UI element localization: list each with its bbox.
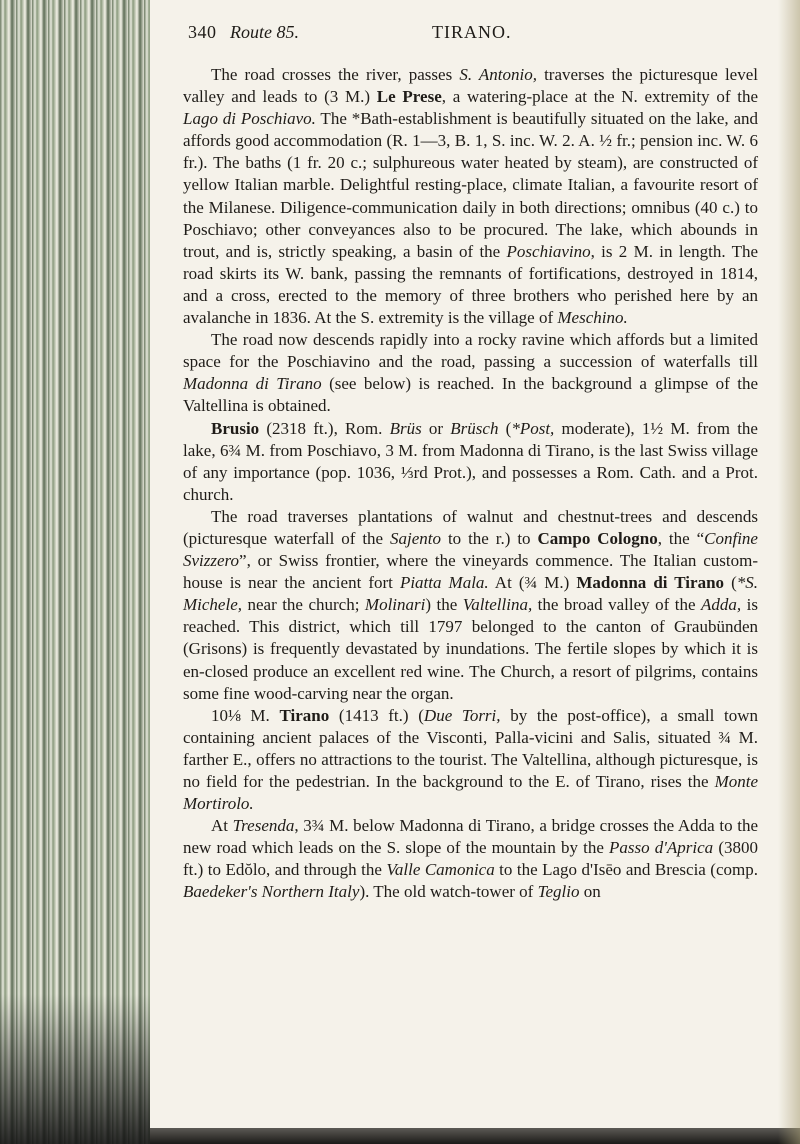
italic-term: S. Antonio,: [459, 65, 537, 84]
italic-term: *S. Michele,: [183, 573, 758, 615]
text-run: the broad valley of the: [532, 595, 702, 615]
text-run: (3800 ft.) to Edŏlo, and through the: [183, 838, 758, 880]
italic-term: Brüs: [389, 418, 422, 438]
text-run: , is 2 M. in length. The road skirts its W. bank, passing the remnants of fortifications, destroyed in 1814, and a cross, erected to the memory of three brothers who perished here by an avalanche in 1836. At the S. extremity is the village of: [183, 241, 758, 328]
text-run: near the church;: [242, 595, 365, 615]
text-run: (: [498, 418, 512, 438]
italic-term: Valtellina,: [462, 595, 533, 615]
text-run: The road traverses plantations of walnut and chestnut-trees and descends (picturesque waterfall of the: [183, 506, 758, 548]
text-run: (1413 ft.) (: [329, 705, 424, 725]
italic-term: Piatta Mala.: [399, 573, 489, 593]
text-run: 10⅛ M.: [211, 705, 280, 725]
bold-term: Brusio: [211, 418, 260, 438]
text-run: , a watering-place at the N. extremity of the: [441, 87, 758, 107]
italic-term: Lago di Poschiavo.: [183, 109, 316, 129]
book-binding-edge: [0, 0, 150, 1144]
text-run: is reached. This district, which till 1797 belonged to the canton of Graubünden (Grisons) is frequently devastated by inundations. The fertile slopes by which it is en-closed produce an excellent red wine. The Church, a resort of pilgrims, contains some fine wood-carving near the organ.: [183, 595, 758, 703]
italic-term: Meschino.: [557, 308, 628, 328]
text-run: The *Bath-establishment is beautifully situated on the lake, and affords good accommodation (R. 1—3, B. 1, S. inc. W. 2. A. ½ fr.; pension inc. W. 6 fr.). The baths (1 fr. 20 c.; sulphureous water heated by steam), are constructed of yellow Italian marble. Delightful resting-place, climate Italian, a favourite resort of the Milanese. Diligence-communication daily in both directions; omnibus (40 c.) to Poschiavo; other conveyances also to be procured. The lake, which abounds in trout, and is, strictly speaking, a basin of the: [183, 109, 758, 261]
paragraph: [183, 815, 758, 903]
text-run: (see below) is reached. In the background a glimpse of the Valtellina is obtained.: [183, 374, 758, 416]
text-run: (2318 ft.), Rom.: [259, 418, 390, 438]
italic-term: Teglio: [537, 882, 580, 902]
page-bottom-shadow: [150, 1128, 800, 1144]
italic-term: Passo d'Aprica: [609, 838, 714, 858]
italic-term: Adda,: [701, 595, 742, 615]
italic-term: Tresenda: [232, 816, 295, 836]
italic-term: Monte Mortirolo.: [183, 772, 758, 814]
text-run: The road now descends rapidly into a rocky ravine which affords but a limited space for the Poschiavino and the road, passing a succession of waterfalls till: [183, 330, 758, 372]
text-run: by the post-office), a small town containing ancient palaces of the Visconti, Palla-vicini and Salis, situated ¾ M. farther E., offers no attractions to the tourist. The Valtellina, although picturesque, is no field for the pedestrian. In the background to the E. of Tirano, rises the: [183, 705, 759, 791]
text-run: (: [724, 573, 737, 593]
italic-term: Madonna di Tirano: [183, 374, 322, 394]
text-run: , the “: [657, 528, 705, 548]
paragraph: [183, 506, 758, 705]
book-page: [150, 0, 800, 1144]
text-run: The road crosses the river, passes: [211, 65, 460, 84]
page-number: 340: [188, 22, 217, 42]
italic-term: Due Torri,: [423, 705, 501, 725]
page-title: TIRANO.: [432, 22, 512, 42]
bold-term: Campo Cologno: [537, 528, 658, 548]
italic-term: *Post,: [511, 418, 555, 438]
text-run: or: [421, 418, 451, 438]
body-text: [183, 64, 758, 904]
text-run: ) the: [425, 595, 463, 615]
italic-term: Poschiavino: [506, 241, 591, 261]
bold-term: Tirano: [279, 705, 330, 725]
italic-term: Confine Svizzero: [183, 528, 758, 571]
paragraph: [183, 418, 758, 506]
italic-term: Sajento: [390, 528, 442, 548]
italic-term: Brüsch: [450, 418, 499, 438]
italic-term: Molinari: [364, 595, 426, 615]
paragraph: [183, 64, 758, 329]
paragraph: [183, 329, 758, 417]
bold-term: Le Prese: [376, 87, 442, 107]
text-run: to the r.) to: [441, 528, 538, 548]
text-run: moderate), 1½ M. from the lake, 6¾ M. from Poschiavo, 3 M. from Madonna di Tirano, is the last Swiss village of any importance (pop. 1036, ⅓rd Prot.), and possesses a Rom. Cath. and a Prot. church.: [183, 418, 758, 504]
bold-term: Madonna di Tirano: [576, 573, 725, 593]
running-head: [188, 20, 748, 44]
italic-term: Baedeker's Northern Italy: [183, 882, 360, 902]
italic-term: Valle Camonica: [386, 860, 495, 880]
text-run: At: [211, 816, 233, 836]
text-run: traverses the picturesque level valley and leads to (3 M.): [183, 65, 758, 107]
text-run: ”, or Swiss frontier, where the vineyards commence. The Italian custom-house is near the ancient fort: [183, 551, 758, 593]
text-run: At (¾ M.): [488, 573, 577, 593]
text-run: on: [579, 882, 601, 902]
text-run: ). The old watch-tower of: [359, 882, 538, 902]
text-run: , 3¾ M. below Madonna di Tirano, a bridge crosses the Adda to the new road which leads on the S. slope of the mountain by the: [183, 816, 759, 858]
route-label: Route 85.: [230, 22, 299, 42]
paragraph: [183, 705, 758, 815]
text-run: to the Lago d'Isēo and Brescia (comp.: [494, 860, 758, 880]
